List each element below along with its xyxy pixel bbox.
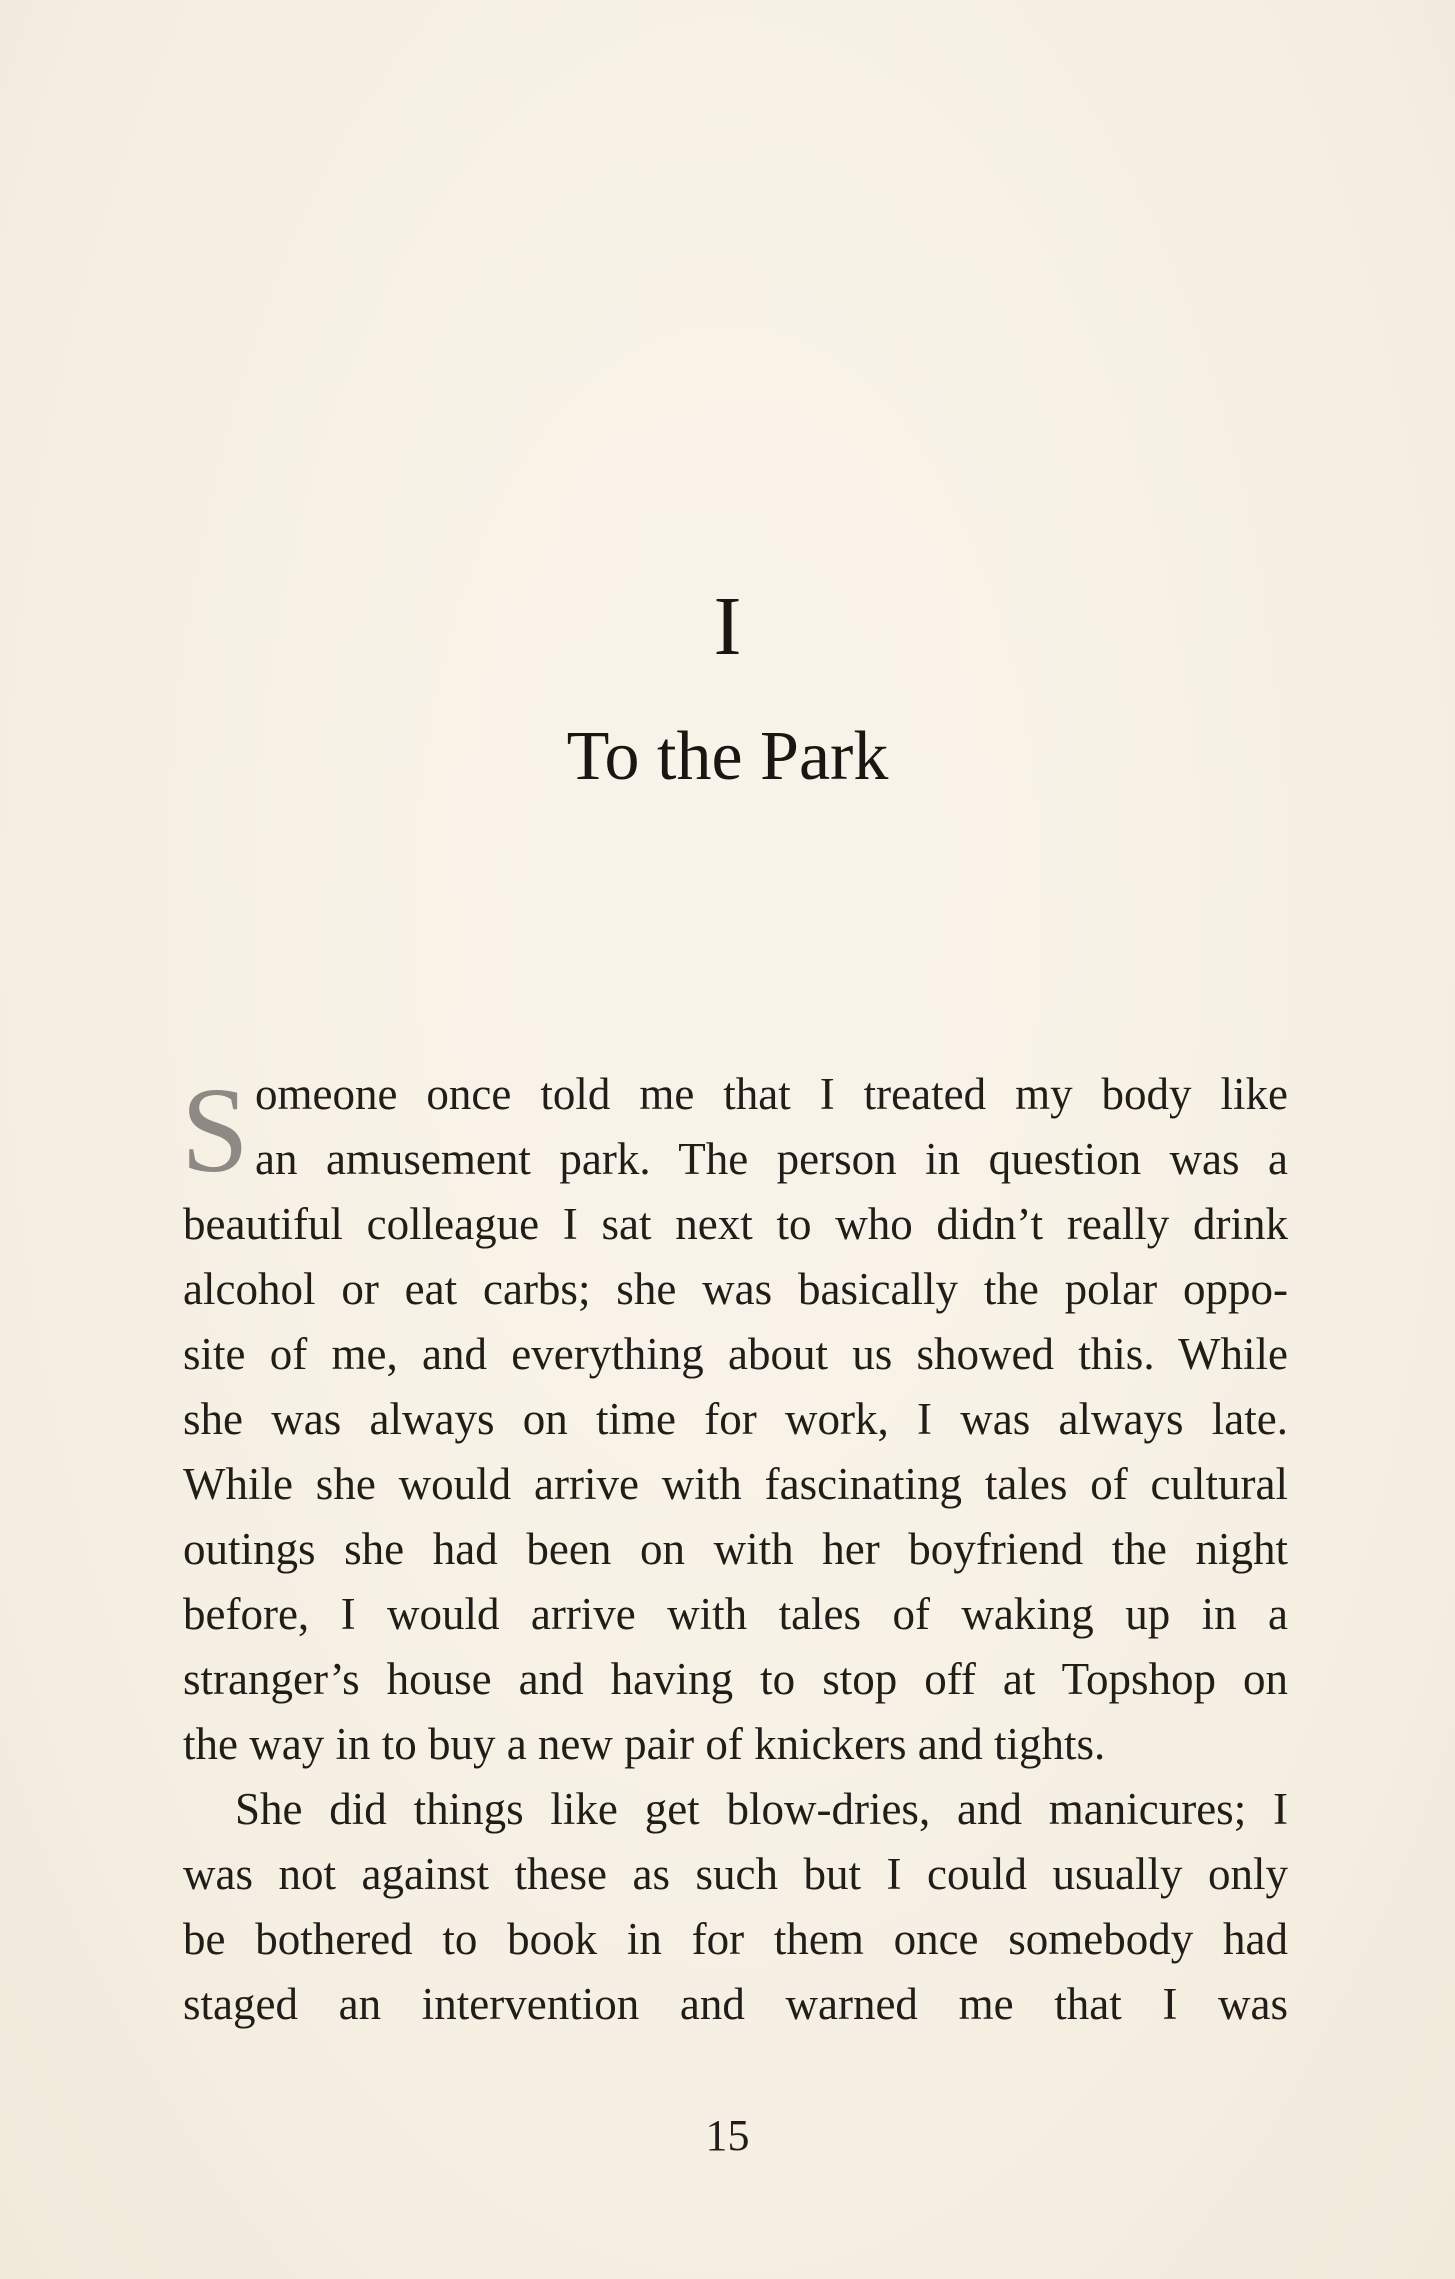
chapter-title: To the Park [566, 718, 889, 795]
text-line: outings she had been on with her boyfriend the night [183, 1524, 1288, 1574]
text-line: While she would arrive with fascinating tales of cultural [183, 1459, 1288, 1509]
text-line: stranger’s house and having to stop off at Topshop on [183, 1654, 1288, 1704]
text-line: alcohol or eat carbs; she was basically the polar oppo- [183, 1264, 1288, 1314]
text-line: site of me, and everything about us showed this. While [183, 1329, 1288, 1379]
text-line: before, I would arrive with tales of waking up in a [183, 1589, 1288, 1639]
text-line: an amusement park. The person in question was a [255, 1134, 1288, 1184]
text-line: omeone once told me that I treated my body like [255, 1069, 1288, 1119]
text-line: staged an intervention and warned me that I was [183, 1979, 1288, 2029]
text-line: She did things like get blow-dries, and manicures; I [235, 1784, 1288, 1834]
text-line: beautiful colleague I sat next to who didn’t really drink [183, 1199, 1288, 1249]
text-line: be bothered to book in for them once somebody had [183, 1914, 1288, 1964]
page-number: 15 [705, 2111, 750, 2160]
drop-cap: S [181, 1063, 249, 1198]
body-text [183, 1062, 1288, 2037]
chapter-number: I [713, 580, 742, 673]
text-line: the way in to buy a new pair of knickers and tights. [183, 1719, 1106, 1769]
text-line: she was always on time for work, I was always late. [183, 1394, 1288, 1444]
text-line: was not against these as such but I could usually only [183, 1849, 1288, 1899]
